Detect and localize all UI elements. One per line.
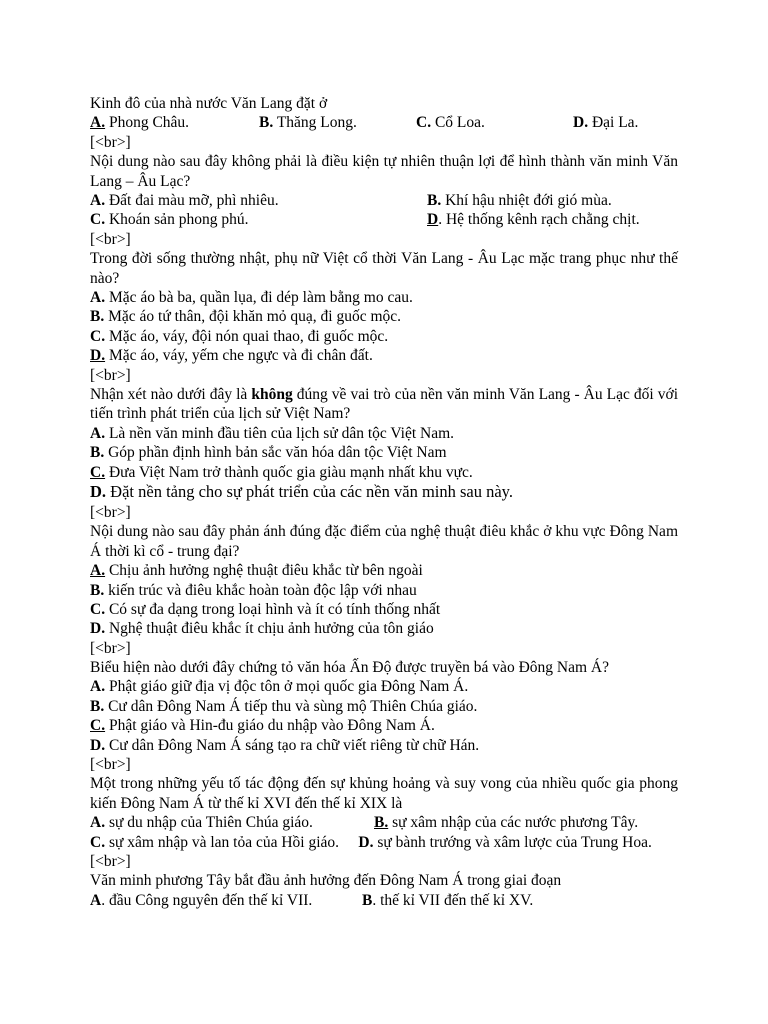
q8-option-b: B. thế kỉ VII đến thế kỉ XV. bbox=[362, 891, 534, 909]
separator: [<br>] bbox=[90, 853, 131, 871]
separator: [<br>] bbox=[90, 366, 131, 384]
q3-option-a: A. Mặc áo bà ba, quần lụa, đi dép làm bằng mo cau. bbox=[90, 288, 413, 306]
separator: [<br>] bbox=[90, 639, 131, 657]
q5-option-c: C. Có sự đa dạng trong loại hình và ít có tính thống nhất bbox=[90, 600, 441, 618]
separator: [<br>] bbox=[90, 503, 131, 521]
q7-stem: Một trong những yếu tố tác động đến sự khủng hoảng và suy vong của nhiều quốc gia phong kiến Đông Nam Á từ thế kỉ XVI đến thế kỉ XIX là bbox=[90, 775, 678, 812]
quiz-content bbox=[90, 94, 678, 910]
separator: [<br>] bbox=[90, 756, 131, 774]
q1-option-a: A. Phong Châu. bbox=[90, 114, 190, 132]
q2-option-b: B. Khí hậu nhiệt đới gió mùa. bbox=[427, 191, 612, 209]
q2-option-a: A. Đất đai màu mỡ, phì nhiêu. bbox=[90, 191, 279, 209]
separator: [<br>] bbox=[90, 230, 131, 248]
q7-option-a: A. sự du nhập của Thiên Chúa giáo. bbox=[90, 814, 313, 832]
q5-stem: Nội dung nào sau đây phản ánh đúng đặc điểm của nghệ thuật điêu khắc ở khu vực Đông Nam Á thời kì cổ - trung đại? bbox=[90, 523, 678, 560]
q6-stem: Biểu hiện nào dưới đây chứng tỏ văn hóa Ấn Độ được truyền bá vào Đông Nam Á? bbox=[90, 659, 609, 677]
q4-option-c: C. Đưa Việt Nam trở thành quốc gia giàu mạnh nhất khu vực. bbox=[90, 463, 473, 481]
q2-options-row1 bbox=[90, 191, 678, 210]
q2-option-c: C. Khoán sản phong phú. bbox=[90, 211, 249, 229]
q1-option-c: C. Cổ Loa. bbox=[416, 114, 485, 132]
q8-stem: Văn minh phương Tây bắt đầu ảnh hưởng đến Đông Nam Á trong giai đoạn bbox=[90, 872, 562, 890]
q8-option-a: A. đầu Công nguyên đến thế kỉ VII. bbox=[90, 891, 313, 909]
q1-options bbox=[90, 113, 678, 132]
q2-stem: Nội dung nào sau đây không phải là điều kiện tự nhiên thuận lợi để hình thành văn minh Văn Lang – Âu Lạc? bbox=[90, 153, 678, 190]
q3-option-c: C. Mặc áo, váy, đội nón quai thao, đi guốc mộc. bbox=[90, 327, 389, 345]
q7-option-d: D. sự bành trướng và xâm lược của Trung Hoa. bbox=[358, 833, 652, 851]
q5-option-b: B. kiến trúc và điêu khắc hoàn toàn độc lập với nhau bbox=[90, 581, 417, 599]
q4-option-b: B. Góp phần định hình bản sắc văn hóa dân tộc Việt Nam bbox=[90, 444, 447, 462]
q7-option-c: C. sự xâm nhập và lan tỏa của Hồi giáo. bbox=[90, 833, 340, 851]
q8-options-row1 bbox=[90, 891, 678, 910]
q5-option-d: D. Nghệ thuật điêu khắc ít chịu ảnh hưởng của tôn giáo bbox=[90, 620, 434, 638]
q1-option-b: B. Thăng Long. bbox=[259, 114, 357, 132]
q6-option-a: A. Phật giáo giữ địa vị độc tôn ở mọi quốc gia Đông Nam Á. bbox=[90, 678, 469, 696]
q3-stem: Trong đời sống thường nhật, phụ nữ Việt cổ thời Văn Lang - Âu Lạc mặc trang phục như thế nào? bbox=[90, 250, 678, 287]
q1-option-d: D. Đại La. bbox=[573, 114, 639, 132]
separator: [<br>] bbox=[90, 133, 131, 151]
q7-option-b: B. sự xâm nhập của các nước phương Tây. bbox=[374, 814, 639, 832]
q4-option-a: A. Là nền văn minh đầu tiên của lịch sử dân tộc Việt Nam. bbox=[90, 424, 455, 442]
q7-options-row2 bbox=[90, 833, 678, 852]
q4-option-d: D. Đặt nền tảng cho sự phát triển của các nền văn minh sau này. bbox=[90, 481, 513, 501]
q3-option-d: D. Mặc áo, váy, yếm che ngực và đi chân đất. bbox=[90, 347, 373, 365]
q1-stem: Kinh đô của nhà nước Văn Lang đặt ở bbox=[90, 95, 328, 112]
q4-stem: Nhận xét nào dưới đây là không đúng về vai trò của nền văn minh Văn Lang - Âu Lạc đối với tiến trình phát triển của lịch sử Việt Nam? bbox=[90, 385, 678, 423]
q6-option-d: D. Cư dân Đông Nam Á sáng tạo ra chữ viết riêng từ chữ Hán. bbox=[90, 736, 480, 754]
q5-option-a: A. Chịu ảnh hưởng nghệ thuật điêu khắc từ bên ngoài bbox=[90, 562, 423, 580]
q2-option-d: D. Hệ thống kênh rạch chằng chịt. bbox=[427, 211, 640, 229]
q3-option-b: B. Mặc áo tứ thân, đội khăn mỏ quạ, đi guốc mộc. bbox=[90, 308, 402, 326]
q6-option-b: B. Cư dân Đông Nam Á tiếp thu và sùng mộ Thiên Chúa giáo. bbox=[90, 697, 478, 715]
q6-option-c: C. Phật giáo và Hin-đu giáo du nhập vào Đông Nam Á. bbox=[90, 717, 435, 735]
q2-options-row2 bbox=[90, 210, 678, 229]
q7-options-row1 bbox=[90, 813, 678, 832]
